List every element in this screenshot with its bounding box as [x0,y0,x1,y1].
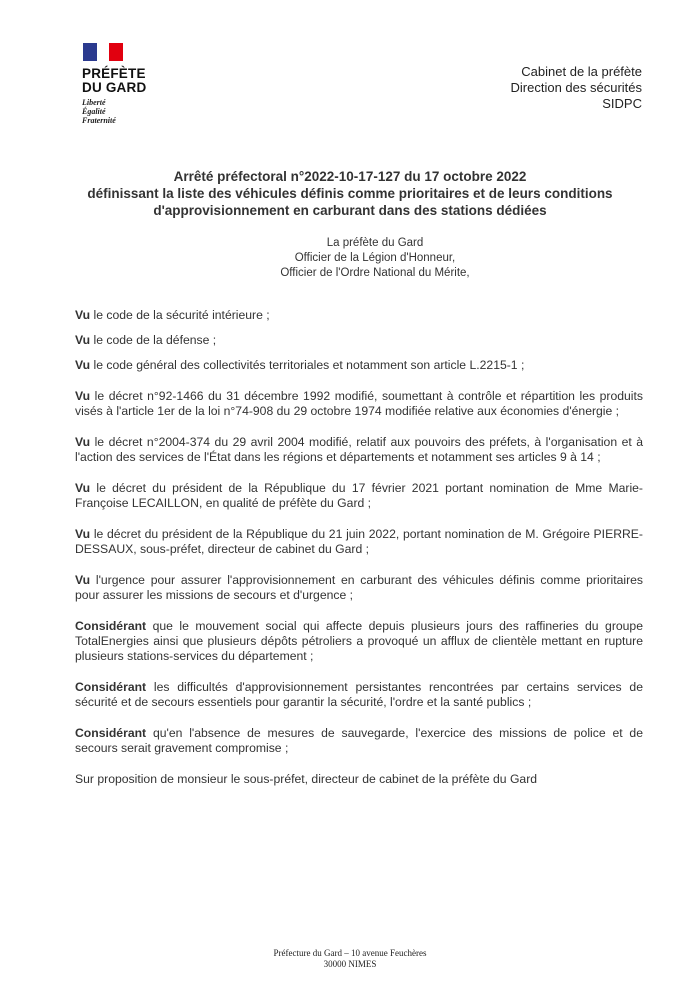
issuing-authority: La préfète du Gard Officier de la Légion d'Honneur, Officier de l'Ordre National du Mérite, [280,237,470,279]
recital-paragraph: Vu le code général des collectivités territoriales et notamment son article L.2215-1 ; [75,358,525,372]
recital-paragraph: Vu le code de la défense ; [75,333,217,347]
republic-motto: Liberté Égalité Fraternité [82,98,116,125]
recital-paragraph: Vu le décret du président de la République du 17 février 2021 portant nomination de Mme Marie-Françoise LECAILLON, en qualité de préfète du Gard ; [75,481,643,510]
recital-paragraph: Considérant que le mouvement social qui affecte depuis plusieurs jours des raffineries du groupe TotalEnergies ainsi que plusieurs dépôts pétroliers a provoqué un afflux de clientèle mettant en rupture plusieurs stations-services du département ; [75,619,643,663]
recitals [75,308,643,803]
recital-paragraph: Vu l'urgence pour assurer l'approvisionnement en carburant des véhicules définis comme prioritaires pour assurer les missions de secours et d'urgence ; [75,573,643,602]
recital-paragraph: Vu le décret du président de la République du 21 juin 2022, portant nomination de M. Grégoire PIERRE-DESSAUX, sous-préfet, directeur de cabinet du Gard ; [75,527,643,556]
marianne-flag-icon [83,43,123,61]
recital-paragraph: Considérant les difficultés d'approvisionnement persistantes rencontrées par certains services de sécurité et de secours essentiels pour garantir la sécurité, l'ordre et la santé publics ; [75,680,643,709]
prefecture-logo [82,43,192,125]
issuing-service: Cabinet de la préfète Direction des sécurités SIDPC [510,64,642,111]
recital-paragraph: Considérant qu'en l'absence de mesures de sauvegarde, l'exercice des missions de police et de secours serait gravement compromise ; [75,726,643,755]
logo-prefecture-name: PRÉFÈTE DU GARD [82,66,147,95]
document-title: Arrêté préfectoral n°2022-10-17-127 du 17 octobre 2022 définissant la liste des véhicules définis comme prioritaires et de leurs conditions d'approvisionnement en carburant dans des stations dédiées [87,169,613,218]
recital-paragraph: Vu le code de la sécurité intérieure ; [75,308,270,322]
proposal-paragraph: Sur proposition de monsieur le sous-préfet, directeur de cabinet de la préfète du Gard [75,772,538,786]
recital-paragraph: Vu le décret n°2004-374 du 29 avril 2004 modifié, relatif aux pouvoirs des préfets, à l'organisation et à l'action des services de l'État dans les régions et départements et notamment ses articles 9 à 14 ; [75,435,643,464]
page-footer: Préfecture du Gard – 10 avenue Feuchères 30000 NIMES [273,948,427,969]
recital-paragraph: Vu le décret n°92-1466 du 31 décembre 1992 modifié, soumettant à contrôle et répartition les produits visés à l'article 1er de la loi n°74-908 du 29 octobre 1974 modifiée relative aux économies d'énergie ; [75,389,643,418]
